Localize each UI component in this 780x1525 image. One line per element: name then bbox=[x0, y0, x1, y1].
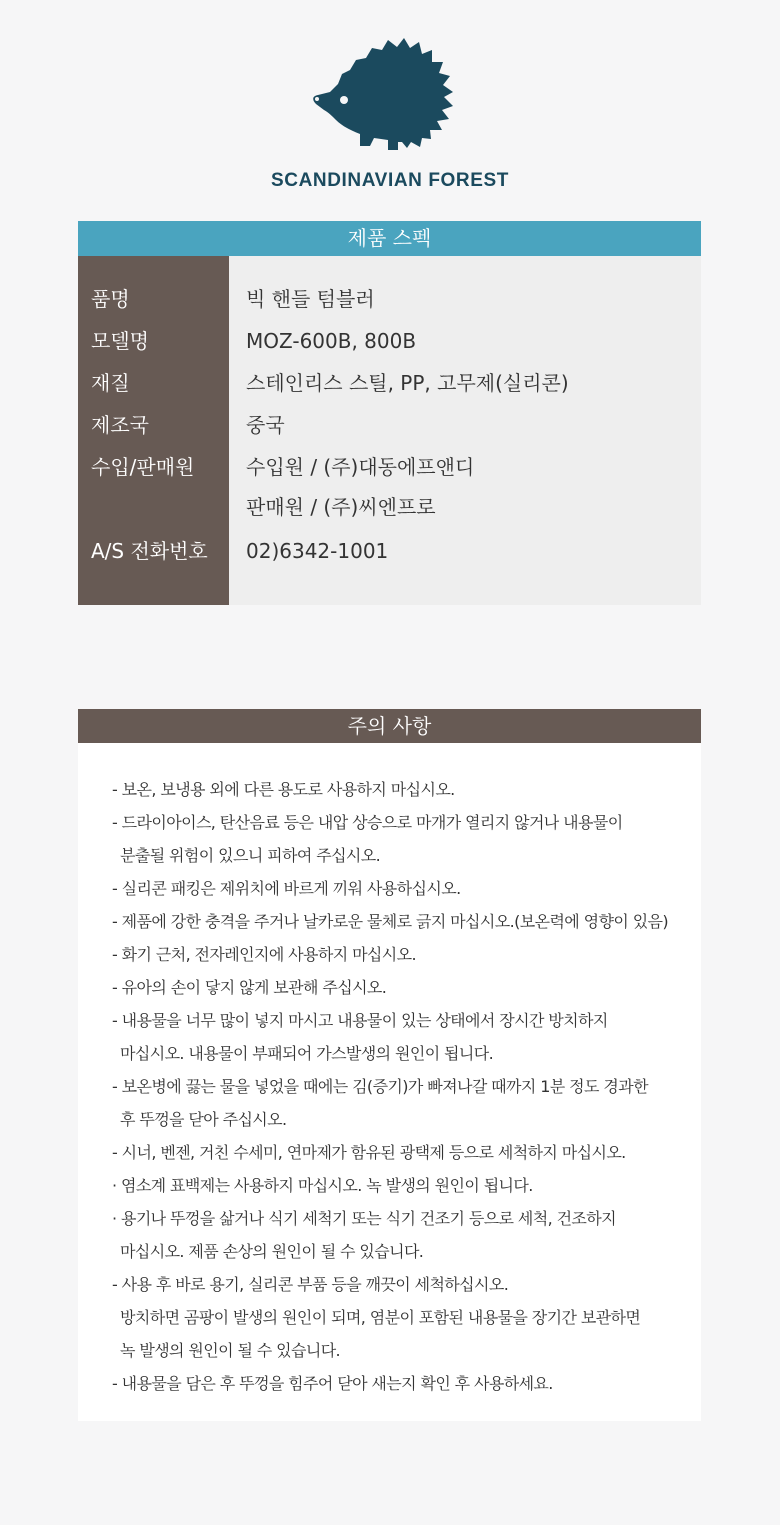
caution-item bbox=[112, 1004, 697, 1070]
caution-line: - 실리콘 패킹은 제위치에 바르게 끼워 사용하십시오. bbox=[112, 879, 461, 898]
caution-line: - 드라이아이스, 탄산음료 등은 내압 상승으로 마개가 열리지 않거나 내용물이 bbox=[112, 813, 623, 832]
caution-line: - 보온, 보냉용 외에 다른 용도로 사용하지 마십시오. bbox=[112, 780, 455, 799]
caution-line: · 염소계 표백제는 사용하지 마십시오. 녹 발생의 원인이 됩니다. bbox=[112, 1176, 533, 1195]
caution-item bbox=[112, 1268, 697, 1367]
caution-box bbox=[78, 743, 701, 1421]
caution-line: - 화기 근처, 전자레인지에 사용하지 마십시오. bbox=[112, 945, 416, 964]
spec-value: MOZ-600B, 800B bbox=[246, 329, 417, 353]
caution-line: 녹 발생의 원인이 될 수 있습니다. bbox=[120, 1341, 341, 1360]
caution-line: - 유아의 손이 닿지 않게 보관해 주십시오. bbox=[112, 978, 387, 997]
spec-label: 재질 bbox=[91, 371, 130, 395]
spec-value: 스테인리스 스틸, PP, 고무제(실리콘) bbox=[246, 371, 569, 395]
caution-line: 마십시오. 내용물이 부패되어 가스발생의 원인이 됩니다. bbox=[120, 1044, 494, 1063]
spec-label: 수입/판매원 bbox=[91, 455, 195, 479]
caution-line: - 제품에 강한 충격을 주거나 날카로운 물체로 긁지 마십시오.(보온력에 영향이 있음) bbox=[112, 912, 669, 931]
spec-label: 제조국 bbox=[91, 413, 149, 437]
brand-logo bbox=[0, 30, 780, 192]
caution-title: 주의 사항 bbox=[78, 709, 701, 743]
caution-list bbox=[112, 773, 697, 1400]
spec-label: 품명 bbox=[91, 287, 130, 311]
caution-line: 방치하면 곰팡이 발생의 원인이 되며, 염분이 포함된 내용물을 장기간 보관하면 bbox=[120, 1308, 641, 1327]
spec-value: 수입원 / (주)대동에프앤디 bbox=[246, 455, 475, 479]
caution-line: 후 뚜껑을 닫아 주십시오. bbox=[120, 1110, 287, 1129]
spec-value: 중국 bbox=[246, 413, 285, 437]
caution-item bbox=[112, 806, 697, 872]
caution-item bbox=[112, 1367, 697, 1400]
caution-item bbox=[112, 971, 697, 1004]
brand-name: SCANDINAVIAN FOREST bbox=[271, 170, 509, 191]
spec-label: A/S 전화번호 bbox=[91, 539, 208, 563]
caution-line: - 내용물을 너무 많이 넣지 마시고 내용물이 있는 상태에서 장시간 방치하지 bbox=[112, 1011, 608, 1030]
caution-line: - 내용물을 담은 후 뚜껑을 힘주어 닫아 새는지 확인 후 사용하세요. bbox=[112, 1374, 553, 1393]
caution-item bbox=[112, 1169, 697, 1202]
hedgehog-icon bbox=[290, 30, 490, 160]
caution-line: · 용기나 뚜껑을 삶거나 식기 세척기 또는 식기 건조기 등으로 세척, 건조하지 bbox=[112, 1209, 616, 1228]
caution-line: - 사용 후 바로 용기, 실리콘 부품 등을 깨끗이 세척하십시오. bbox=[112, 1275, 509, 1294]
caution-item bbox=[112, 905, 697, 938]
caution-line: 마십시오. 제품 손상의 원인이 될 수 있습니다. bbox=[120, 1242, 424, 1261]
caution-line: 분출될 위험이 있으니 피하여 주십시오. bbox=[120, 846, 381, 865]
caution-line: - 시너, 벤젠, 거친 수세미, 연마제가 함유된 광택제 등으로 세척하지 마십시오. bbox=[112, 1143, 626, 1162]
caution-line: - 보온병에 끓는 물을 넣었을 때에는 김(증기)가 빠져나갈 때까지 1분 정도 경과한 bbox=[112, 1077, 648, 1096]
caution-item bbox=[112, 872, 697, 905]
caution-item bbox=[112, 1136, 697, 1169]
spec-value: 판매원 / (주)씨엔프로 bbox=[246, 495, 436, 519]
spec-value: 02)6342-1001 bbox=[246, 539, 389, 563]
spec-title: 제품 스펙 bbox=[78, 221, 701, 256]
spec-table bbox=[78, 256, 701, 605]
caution-item bbox=[112, 938, 697, 971]
caution-item bbox=[112, 773, 697, 806]
caution-item bbox=[112, 1070, 697, 1136]
caution-item bbox=[112, 1202, 697, 1268]
spec-value: 빅 핸들 텀블러 bbox=[246, 287, 375, 311]
spec-label: 모델명 bbox=[91, 329, 149, 353]
